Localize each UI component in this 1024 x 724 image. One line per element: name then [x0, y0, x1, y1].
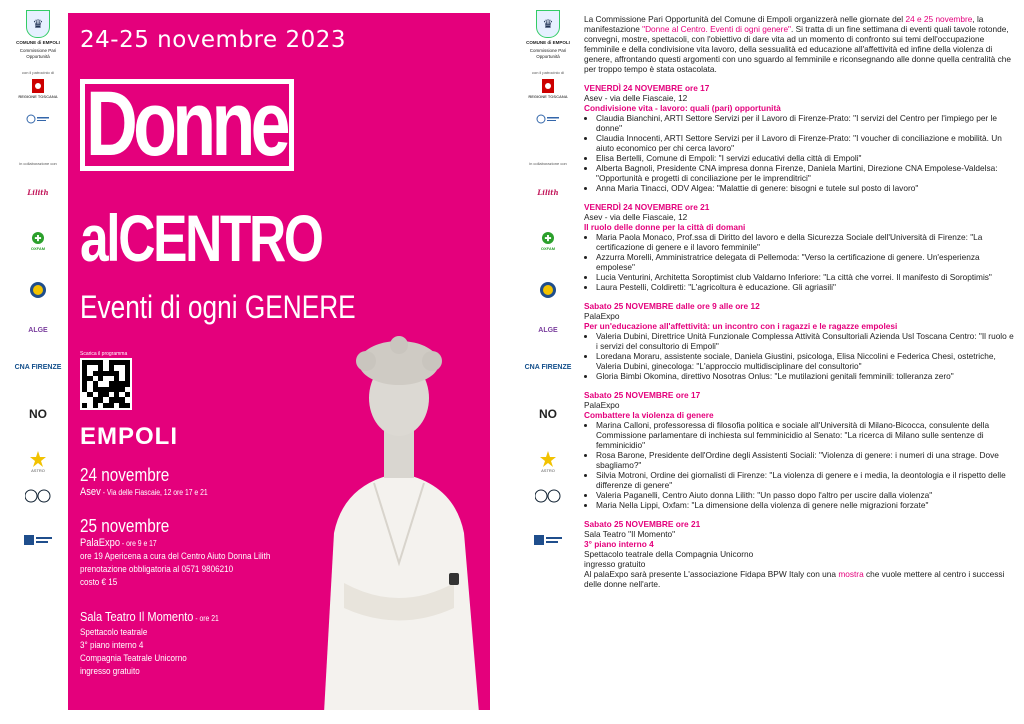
program-text	[584, 14, 1016, 589]
patrocinio-label: con il patrocinio di	[21, 70, 55, 75]
speaker-item: • Valeria Paganelli, Centro Aiuto donna Lilith: "Un passo dopo l'altro per uscire dalla violenza"	[596, 490, 1016, 500]
event-3-spettacolo: Spettacolo teatrale	[80, 627, 148, 638]
speaker-item: • Valeria Dubini, Direttrice Unità Funzionale Complessa Attività Consultoriali Azienda Usl Toscana Centro: "Il ruolo e i servizi del consultorio di Empoli"	[596, 331, 1016, 351]
speaker-item: • Maria Paola Monaco, Prof.ssa di Diritto del lavoro e della Sicurezza Sociale dell'Università di Firenze: "La certificazione di genere e il lavoro femminile"	[596, 232, 1016, 252]
section-line: ingresso gratuito	[584, 559, 646, 569]
section-place: Asev - via delle Fiascaie, 12	[584, 93, 688, 103]
comune-crest-icon: ♛	[26, 10, 50, 38]
speaker-item: • Loredana Moraru, assistente sociale, Daniela Giustini, psicologa, Elisa Niccolini e Federica Chesi, ostetriche, Valeria Dubini, ginecologa: "L'approccio multidisciplinare del consultorio"	[596, 351, 1016, 371]
oxfam-name: OXFAM	[540, 246, 556, 251]
speaker-item: • Rosa Barone, Presidente dell'Ordine degli Assistenti Sociali: "Violenza di genere: i numeri di una strage. Dove sbagliamo?"	[596, 450, 1016, 470]
speaker-item: • Maria Nella Lippi, Oxfam: "La dimensione della violenza di genere nelle migrazioni forzate"	[596, 500, 1016, 510]
patrocinio-label: con il patrocinio di	[531, 70, 565, 75]
no-logo: NO	[29, 407, 47, 421]
astro-star-icon	[30, 451, 46, 467]
section-time: VENERDÌ 24 NOVEMBRE ore 17	[584, 83, 710, 93]
comune-crest-icon: ♛	[536, 10, 560, 38]
event-2-detail: - ore 9 e 17	[120, 539, 157, 548]
alge-logo: ALGE	[538, 327, 558, 334]
speaker-item: • Marina Calloni, professoressa di filosofia politica e sociale all'Università di Milano-Bicocca, consulente della Commissione parlamentare di inchiesta sul femminicidio al Senato: "La ricerca di Milano sulle sentenze di femminicidio"	[596, 420, 1016, 450]
event-2-prenotazione: prenotazione obbligatoria al 0571 9806210	[80, 564, 234, 575]
intro-part-1: La Commissione Pari Opportunità del Comune di Empoli organizzerà nelle giornate del	[584, 14, 906, 24]
poster-title-al: al	[80, 201, 119, 275]
event-2-costo: costo € 15	[80, 577, 118, 588]
qr-code-icon[interactable]	[80, 358, 132, 410]
soroptimist-logo-icon	[29, 281, 47, 299]
commissione-label: Commissione Pari Opportunità	[529, 48, 567, 59]
program-section	[584, 519, 1016, 569]
intro-part-2: , la manifestazione	[584, 14, 984, 34]
collaborazione-label: in collaborazione con	[19, 161, 57, 166]
ministero-logo-icon	[536, 113, 560, 125]
speaker-item: • Elisa Bertelli, Comune di Empoli: "I servizi educativi della città di Empoli"	[596, 153, 1016, 163]
astro-name: ASTRO	[31, 468, 45, 473]
section-place: Sala Teatro "Il Momento"	[584, 529, 676, 539]
event-1-place-line	[80, 486, 208, 499]
speaker-list	[584, 420, 1016, 510]
sponsor-logos-right	[524, 10, 572, 545]
lilith-logo: Lilith	[537, 188, 559, 197]
svg-text:✚: ✚	[544, 234, 552, 243]
speaker-item: • Claudia Innocenti, ARTI Settore Servizi per il Lavoro di Firenze-Prato: "I voucher di conciliazione e mobilità. Un aiuto economico per chi cerca lavoro"	[596, 133, 1016, 153]
section-theme: Combattere la violenza di genere	[584, 410, 714, 420]
comune-name: COMUNE di EMPOLI	[16, 40, 60, 45]
speaker-item: • Laura Pestelli, Coldiretti: "L'agricoltura è educazione. Gli agriasili"	[596, 282, 1016, 292]
program-outro	[584, 569, 1016, 589]
regione-toscana-logo-icon	[542, 79, 554, 93]
speaker-item: • Claudia Bianchini, ARTI Settore Servizi per il Lavoro di Firenze-Prato: "I servizi del Centro per l'impiego per le donne"	[596, 113, 1016, 133]
statue-woman-image	[304, 333, 490, 710]
cna-logo: CNA FIRENZE	[14, 364, 62, 371]
section-theme: Condivisione vita - lavoro: quali (pari) opportunità	[584, 103, 781, 113]
scarica-label: Scarica il programma	[80, 351, 128, 357]
regione-toscana-logo-icon	[32, 79, 44, 93]
program-section	[584, 390, 1016, 510]
event-2-place-line	[80, 537, 270, 550]
section-time: Sabato 25 NOVEMBRE ore 21	[584, 519, 701, 529]
section-theme: 3° piano interno 4	[584, 539, 654, 549]
regione-name: REGIONE TOSCANA	[528, 94, 568, 99]
event-1-detail: - Via delle Fiascaie, 12 ore 17 e 21	[100, 488, 208, 497]
alge-logo: ALGE	[28, 327, 48, 334]
comune-name: COMUNE di EMPOLI	[526, 40, 570, 45]
event-3-compagnia: Compagnia Teatrale Unicorno	[80, 653, 187, 664]
commissione-label: Commissione Pari Opportunità	[19, 48, 57, 59]
intro-title: "Donne al Centro. Eventi di ogni genere"	[642, 24, 791, 34]
oxfam-logo-icon	[31, 231, 45, 245]
regione-name: REGIONE TOSCANA	[18, 94, 58, 99]
outro-part-2: che vuole mettere al centro i successi delle donne nell'arte.	[584, 569, 1005, 589]
speaker-item: • Lucia Venturini, Architetta Soroptimist club Valdarno Inferiore: "La città che vorrei. Il manifesto di Soroptimis"	[596, 272, 1016, 282]
speaker-item: • Alberta Bagnoli, Presidente CNA impresa donna Firenze, Daniela Martini, Direzione CNA Empolese-Valdelsa: "Opportunità e progetti di conciliazione per le imprenditrici"	[596, 163, 1016, 183]
event-2-place: PalaExpo	[80, 537, 121, 549]
banca-logo-icon	[24, 535, 52, 545]
event-2-date: 25 novembre	[80, 516, 170, 536]
poster-title-donne: Donne	[86, 73, 286, 175]
cna-logo: CNA FIRENZE	[524, 364, 572, 371]
section-time: Sabato 25 NOVEMBRE ore 17	[584, 390, 701, 400]
soroptimist-logo-icon	[539, 281, 557, 299]
program-section	[584, 202, 1016, 292]
program-section	[584, 83, 1016, 193]
oxfam-logo-icon	[541, 231, 555, 245]
section-place: PalaExpo	[584, 311, 620, 321]
program-section	[584, 301, 1016, 381]
poster-title-centro: CENTRO	[118, 201, 322, 275]
speaker-list	[584, 113, 1016, 193]
section-time: Sabato 25 NOVEMBRE dalle ore 9 alle ore 12	[584, 301, 760, 311]
section-time: VENERDÌ 24 NOVEMBRE ore 21	[584, 202, 710, 212]
speaker-list	[584, 331, 1016, 381]
event-1-place: Asev	[80, 486, 101, 498]
outro-highlight: mostra	[838, 569, 864, 579]
banca-logo-icon	[534, 535, 562, 545]
sponsor-logos-left	[14, 10, 62, 545]
astro-name: ASTRO	[541, 468, 555, 473]
section-place: Asev - via delle Fiascaie, 12	[584, 212, 688, 222]
event-3-place: Sala Teatro Il Momento	[80, 609, 194, 624]
section-place: PalaExpo	[584, 400, 620, 410]
globe-logo-icon	[25, 489, 51, 503]
poster-city: EMPOLI	[80, 423, 179, 450]
svg-text:✚: ✚	[34, 234, 42, 243]
speaker-item: • Silvia Motroni, Ordine dei giornalisti di Firenze: "La violenza di genere e i media, la deontologia e il rispetto delle differenze di genere"	[596, 470, 1016, 490]
intro-part-3: . Si tratta di un fine settimana di eventi quali tavole rotonde, convegni, mostre, spettacoli, con l'obiettivo di dare vita ad un momento di confronto sui temi dell'occupazione femminile e della condivisione vita lavoro, della sessualità ed educazione all'affettività ed infine della violenza di genere, affrontando questi argomenti con uno sguardo al femminile e riconsegnando alle donne quella centralità che per troppo tempo è stata ostacolata.	[584, 24, 1011, 74]
globe-logo-icon	[535, 489, 561, 503]
ministero-logo-icon	[26, 113, 50, 125]
poster-event-2	[80, 516, 304, 589]
section-line: Spettacolo teatrale della Compagnia Unicorno	[584, 549, 754, 559]
oxfam-name: OXFAM	[30, 246, 46, 251]
event-2-apericena: ore 19 Apericena a cura del Centro Aiuto Donna Lilith	[80, 551, 271, 562]
speaker-item: • Gloria Bimbi Okomina, direttivo Nosotras Onlus: "Le mutilazioni genitali femminili: tolleranza zero"	[596, 371, 1016, 381]
section-theme: Il ruolo delle donne per la città di domani	[584, 222, 746, 232]
lilith-logo: Lilith	[27, 188, 49, 197]
intro-dates: 24 e 25 novembre	[905, 14, 973, 24]
collaborazione-label: in collaborazione con	[529, 161, 567, 166]
poster-dates: 24-25 novembre 2023	[80, 27, 347, 53]
no-logo: NO	[539, 407, 557, 421]
poster-subtitle: Eventi di ogni GENERE	[80, 289, 356, 325]
event-3-place-line	[80, 609, 219, 626]
event-1-date: 24 novembre	[80, 465, 170, 485]
program-intro	[584, 14, 1016, 74]
poster-event-1	[80, 465, 230, 499]
poster-event-3	[80, 609, 243, 678]
speaker-item: • Anna Maria Tinacci, ODV Algea: "Malattie di genere: bisogni e tutele sul posto di lavoro"	[596, 183, 1016, 193]
section-theme: Per un'educazione all'affettività: un incontro con i ragazzi e le ragazze empolesi	[584, 321, 898, 331]
poster-title-al-centro	[80, 203, 322, 273]
astro-star-icon	[540, 451, 556, 467]
speaker-item: • Azzurra Morelli, Amministratrice delegata di Pellemoda: "Verso la certificazione di genere. Un'esperienza empolese"	[596, 252, 1016, 272]
qr-cell	[125, 403, 130, 408]
outro-part-1: Al palaExpo sarà presente L'associazione Fidapa BPW Italy con una	[584, 569, 839, 579]
event-3-piano: 3° piano interno 4	[80, 640, 144, 651]
event-poster	[68, 13, 490, 710]
speaker-list	[584, 232, 1016, 292]
program-sections	[584, 83, 1016, 569]
event-3-ingresso: ingresso gratuito	[80, 666, 140, 677]
event-3-detail: - ore 21	[193, 614, 219, 623]
